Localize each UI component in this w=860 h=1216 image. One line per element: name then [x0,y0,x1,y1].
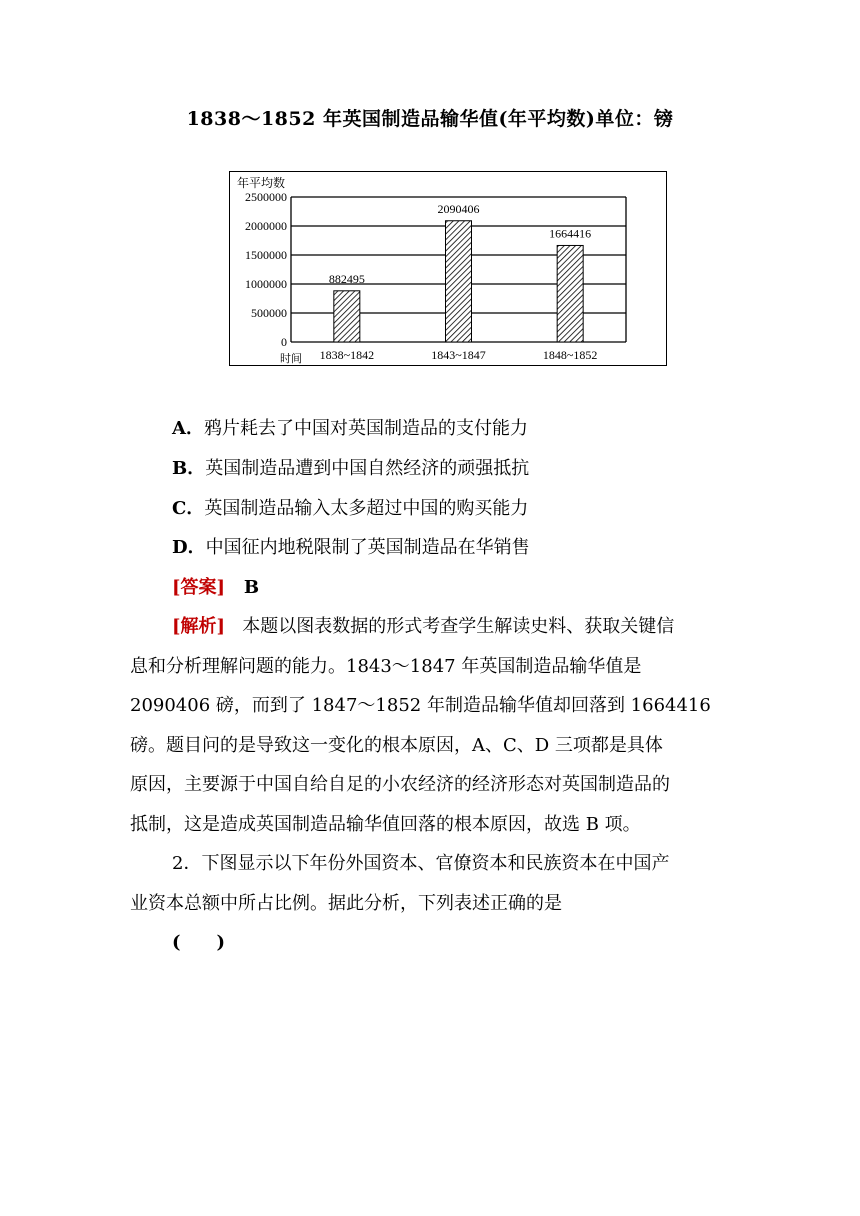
chart-title: 1838～1852 年英国制造品输华值(年平均数)单位：镑 [186,108,674,130]
option-b-text: 英国制造品遭到中国自然经济的顽强抵抗 [205,458,530,479]
question2-line-1: 2．下图显示以下年份外国资本、官僚资本和民族资本在中国产 [172,853,670,874]
analysis-tag: [解析] [172,616,226,637]
bar-chart-svg [230,172,668,367]
y-tick-label: 0 [281,335,287,349]
answer-value: B [243,577,260,598]
x-tick-label: 1838~1842 [319,348,375,362]
question2-line-2: 业资本总额中所占比例。据此分析，下列表述正确的是 [130,893,562,914]
option-a-letter: A． [172,418,204,439]
bar-value-label: 2090406 [437,201,480,216]
option-c-text: 英国制造品输入太多超过中国的购买能力 [204,498,529,519]
y-tick-label: 500000 [251,306,287,320]
question2-bracket: ( ) [172,932,226,953]
bar [557,245,583,342]
option-c [172,494,528,520]
x-tick-label: 1848~1852 [542,348,598,362]
bar [334,291,360,342]
y-tick-label: 2000000 [245,219,287,233]
analysis-text-1: 本题以图表数据的形式考查学生解读史料、获取关键信 [242,616,675,637]
x-axis-label: 时间 [280,352,302,365]
y-tick-label: 2500000 [245,190,287,204]
bar [446,221,472,342]
answer-tag: [答案] [172,577,226,598]
analysis-line-3: 2090406 磅，而到了 1847～1852 年制造品输华值却回落到 1664416 [130,695,711,716]
y-axis-label: 年平均数 [237,176,286,190]
analysis-line-4: 磅。题目问的是导致这一变化的根本原因，A、C、D 三项都是具体 [130,735,663,756]
option-a [172,414,528,440]
bar-value-label: 882495 [328,271,365,286]
option-d-letter: D． [172,537,206,558]
analysis-line-5: 原因，主要源于中国自给自足的小农经济的经济形态对英国制造品的 [130,774,670,795]
bar-chart [229,171,667,366]
answer-line [172,573,259,599]
option-b-letter: B． [172,458,206,479]
option-d-text: 中国征内地税限制了英国制造品在华销售 [205,537,530,558]
bar-value-label: 1664416 [549,226,592,241]
y-tick-label: 1500000 [245,248,287,262]
option-c-letter: C． [172,498,205,519]
analysis-line-2: 息和分析理解问题的能力。1843～1847 年英国制造品输华值是 [130,656,642,677]
y-tick-label: 1000000 [245,277,287,291]
option-a-text: 鸦片耗去了中国对英国制造品的支付能力 [203,418,528,439]
x-tick-label: 1843~1847 [431,348,486,362]
option-d [172,533,530,559]
analysis-line-1 [172,612,772,638]
option-b [172,454,529,480]
analysis-line-6: 抵制，这是造成英国制造品输华值回落的根本原因，故选 B 项。 [130,814,641,835]
